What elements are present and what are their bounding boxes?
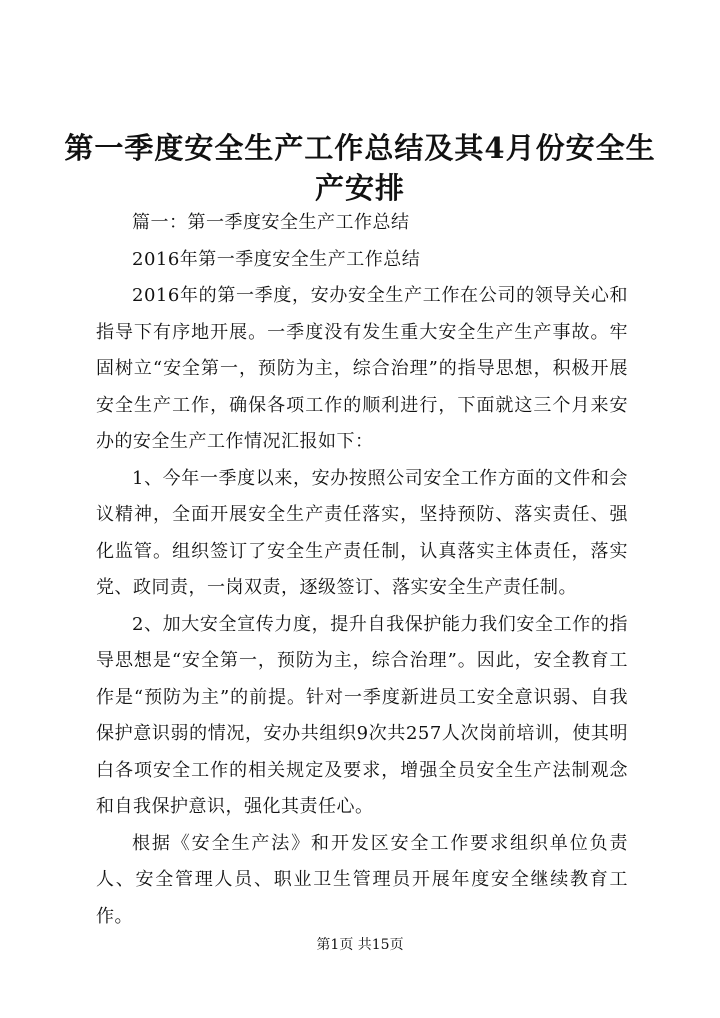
body-paragraph: 根据《安全生产法》和开发区安全工作要求组织单位负责人、安全管理人员、职业卫生管理员开展年度安全继续教育工作。 bbox=[96, 832, 628, 927]
page-number-footer: 第1页 共15页 bbox=[316, 937, 404, 953]
section-heading: 篇一：第一季度安全生产工作总结 bbox=[132, 212, 410, 233]
body-paragraph: 2、加大安全宣传力度，提升自我保护能力我们安全工作的指导思想是“安全第一，预防为主，综合治理”。因此，安全教育工作是“预防为主”的前提。针对一季度新进员工安全意识弱、自我保护意识弱的情况，安办共组织9次共257人次岗前培训，使其明白各项安全工作的相关规定及要求，增强全员安全生产法制观念和自我保护意识，强化其责任心。 bbox=[96, 613, 628, 817]
document-body bbox=[96, 205, 628, 935]
body-paragraph: 2016年的第一季度，安办安全生产工作在公司的领导关心和指导下有序地开展。一季度没有发生重大安全生产生产事故。牢固树立“安全第一，预防为主，综合治理”的指导思想，积极开展安全生产工作，确保各项工作的顺利进行，下面就这三个月来安办的安全生产工作情况汇报如下： bbox=[96, 285, 628, 452]
subsection-heading: 2016年第一季度安全生产工作总结 bbox=[132, 248, 421, 270]
document-title: 第一季度安全生产工作总结及其4月份安全生产安排 bbox=[64, 131, 656, 205]
body-paragraph: 1、今年一季度以来，安办按照公司安全工作方面的文件和会议精神，全面开展安全生产责任落实，坚持预防、落实责任、强化监管。组织签订了安全生产责任制，认真落实主体责任，落实党、政同责，一岗双责，逐级签订、落实安全生产责任制。 bbox=[96, 467, 628, 598]
